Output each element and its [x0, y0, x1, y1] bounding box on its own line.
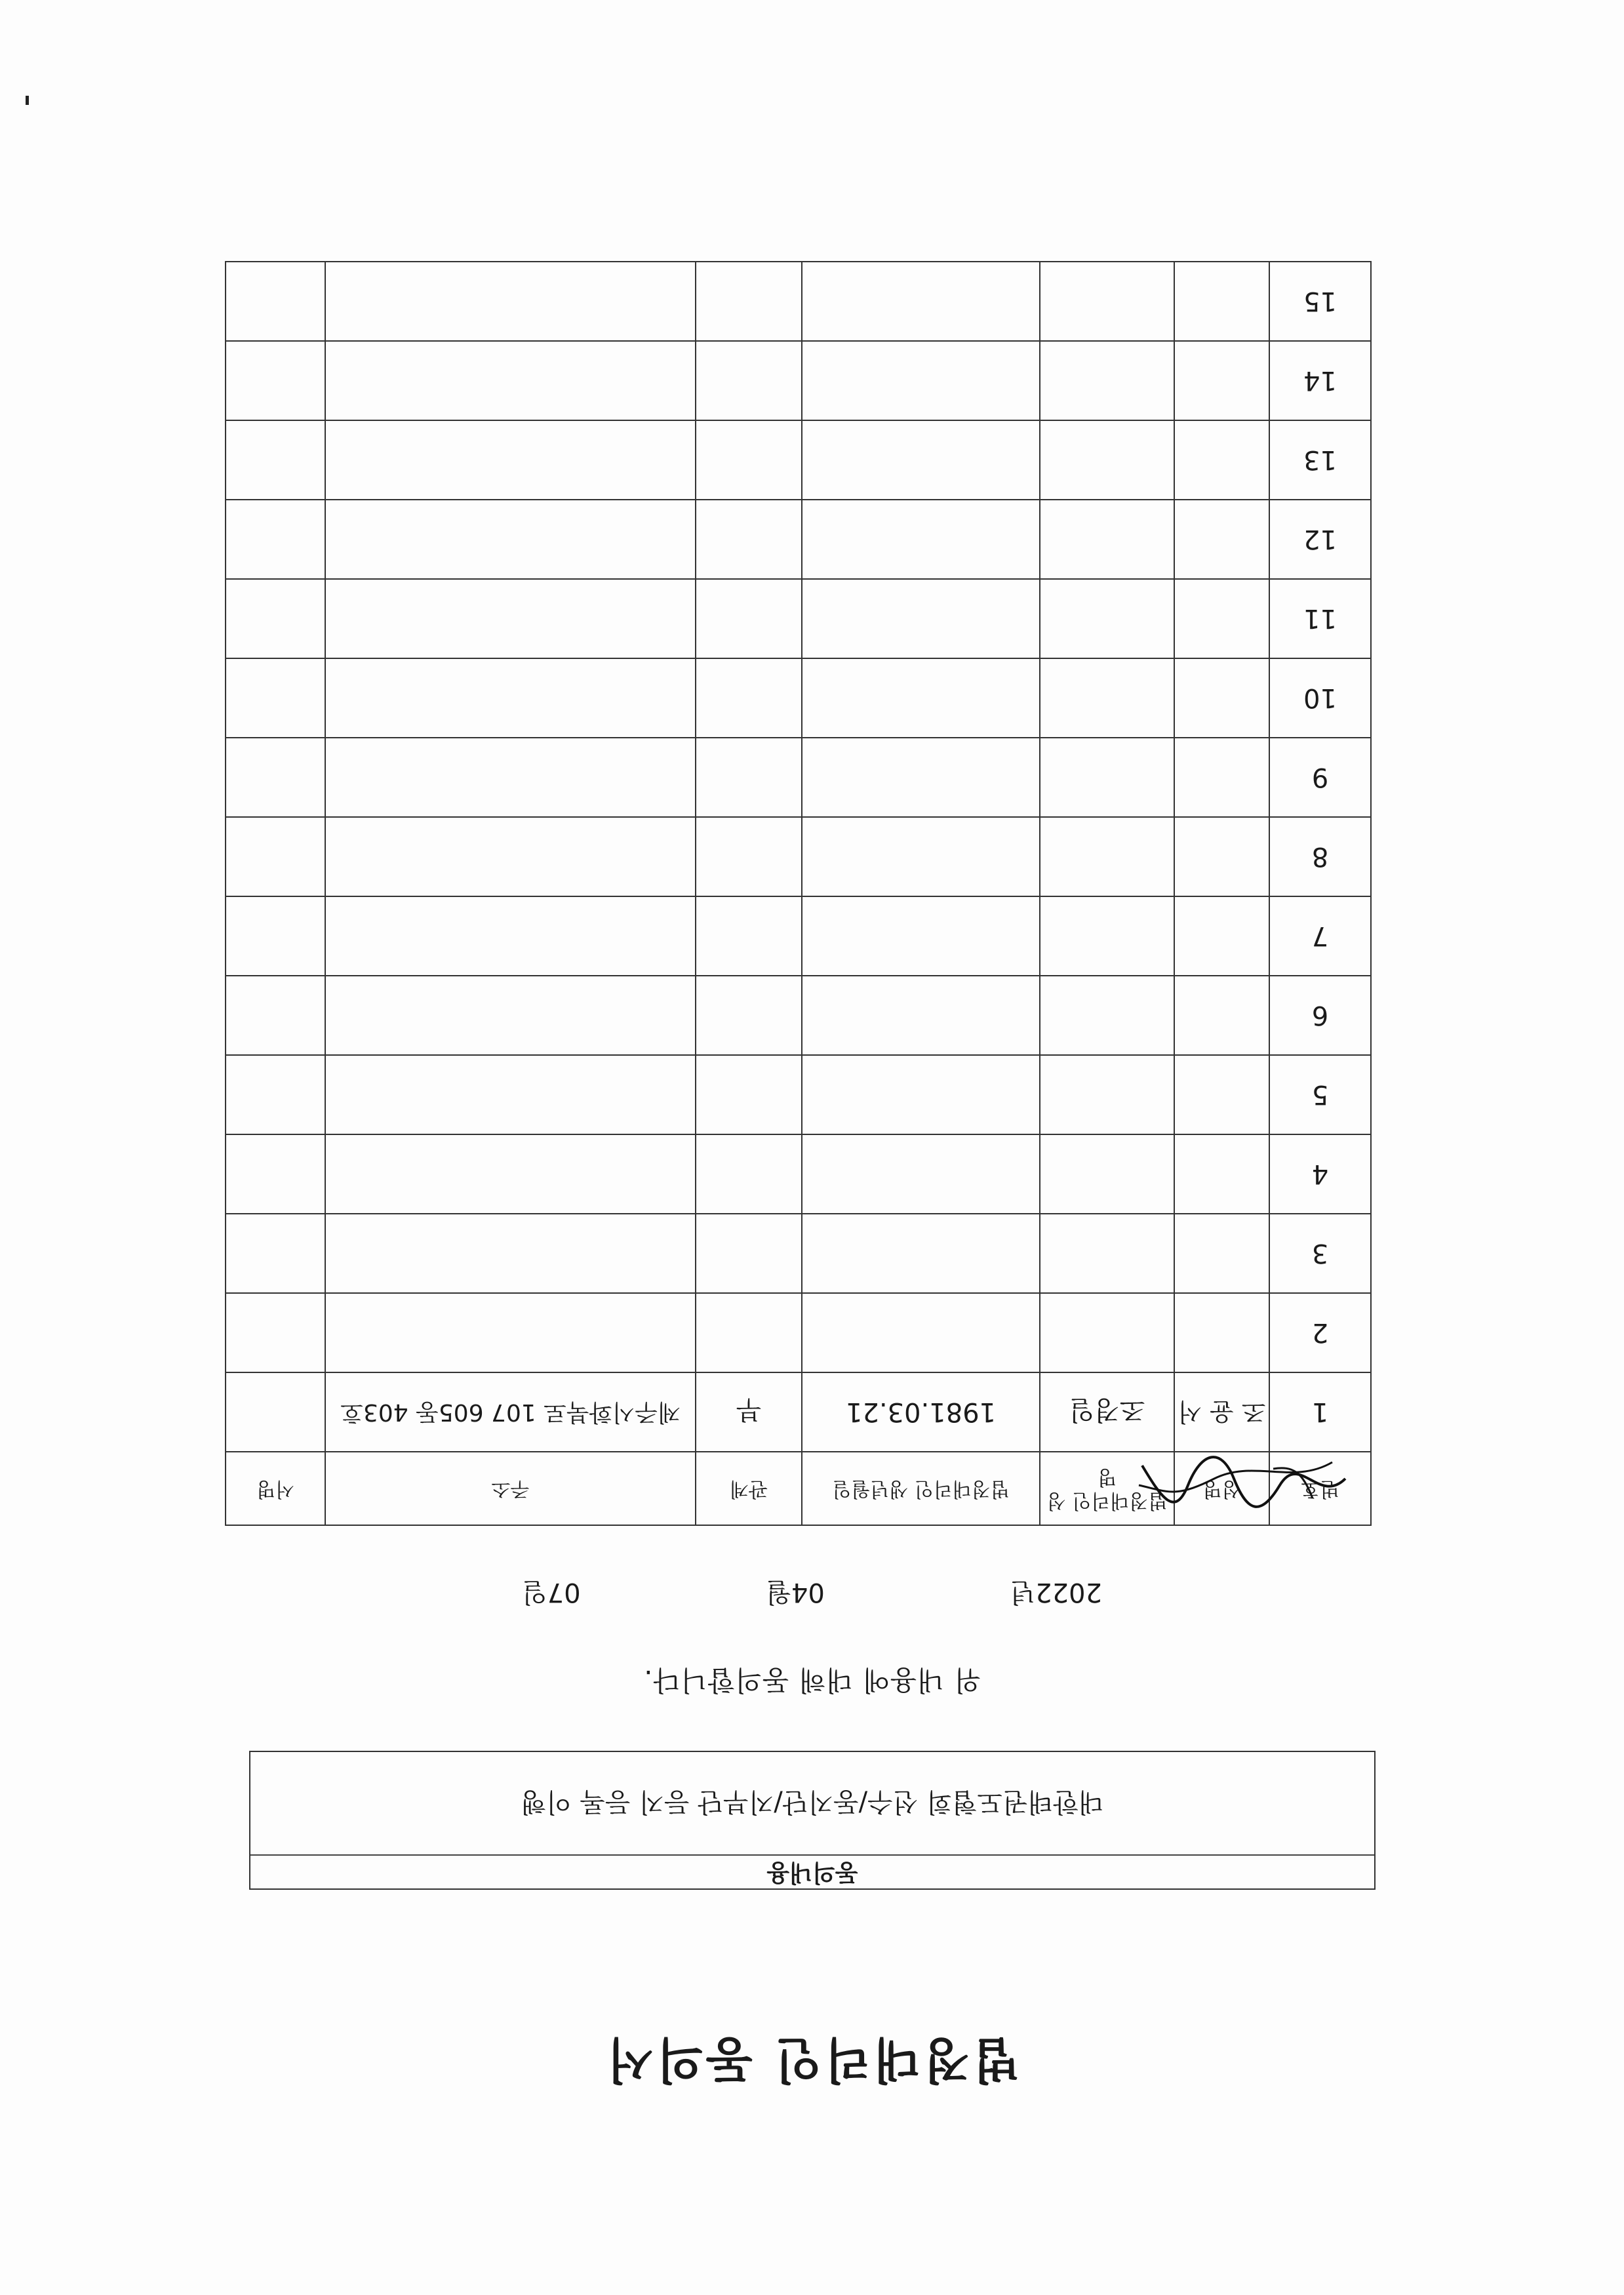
cell-signature: [226, 262, 325, 341]
cell-address: [325, 1293, 696, 1372]
cell-no: 9: [1269, 738, 1371, 817]
cell-rep-name: [1040, 976, 1174, 1055]
cell-rep-birth: [802, 1055, 1040, 1134]
cell-signature: [226, 1055, 325, 1134]
cell-address: [325, 420, 696, 500]
cell-rep-name: [1040, 1214, 1174, 1293]
date-month: 04월: [766, 1577, 825, 1607]
cell-name: [1174, 1214, 1269, 1293]
cell-rep-name: [1040, 1293, 1174, 1372]
header-relation: 관계: [696, 1452, 802, 1525]
cell-no: 5: [1269, 1055, 1371, 1134]
cell-rep-birth: [802, 738, 1040, 817]
cell-relation: [696, 738, 802, 817]
cell-signature: [226, 976, 325, 1055]
table-row: [226, 738, 1371, 817]
agreement-sentence: 위 내용에 대해 동의합니다.: [643, 1664, 981, 1696]
cell-no: 7: [1269, 896, 1371, 976]
cell-signature: [226, 1293, 325, 1372]
cell-rep-birth: [802, 420, 1040, 500]
cell-rep-name: [1040, 1134, 1174, 1214]
cell-rep-name: [1040, 579, 1174, 658]
cell-relation: [696, 420, 802, 500]
table-row: [226, 579, 1371, 658]
cell-signature: [226, 420, 325, 500]
cell-no: 14: [1269, 341, 1371, 420]
cell-no: 12: [1269, 500, 1371, 579]
cell-rep-birth: [802, 1214, 1040, 1293]
table-row: [226, 817, 1371, 896]
cell-signature: [226, 1134, 325, 1214]
cell-relation: [696, 341, 802, 420]
cell-signature: [226, 817, 325, 896]
consent-text: 대한태권도협회 선수/동지단/지부단 등지 등록 이행: [521, 1787, 1104, 1817]
cell-name: [1174, 1134, 1269, 1214]
cell-name: [1174, 738, 1269, 817]
header-name: 성명: [1174, 1452, 1269, 1525]
cell-rep-birth: [802, 817, 1040, 896]
cell-signature: [226, 1214, 325, 1293]
date-line: [0, 1576, 1624, 1613]
cell-no: 1: [1269, 1372, 1371, 1452]
table-row: [226, 976, 1371, 1055]
cell-relation: [696, 579, 802, 658]
cell-name: [1174, 1293, 1269, 1372]
cell-relation: 부: [696, 1372, 802, 1452]
cell-address: [325, 579, 696, 658]
date-day: 07일: [522, 1577, 581, 1607]
table-row: [226, 420, 1371, 500]
cell-signature: [226, 579, 325, 658]
cell-name: [1174, 896, 1269, 976]
cell-address: [325, 738, 696, 817]
cell-rep-birth: [802, 341, 1040, 420]
date-year: 2022년: [1010, 1577, 1102, 1607]
cell-address: [325, 976, 696, 1055]
cell-relation: [696, 1055, 802, 1134]
cell-rep-name: [1040, 500, 1174, 579]
cell-no: 2: [1269, 1293, 1371, 1372]
scan-speck: [26, 96, 29, 105]
table-row: [226, 1293, 1371, 1372]
cell-rep-birth: [802, 1134, 1040, 1214]
consent-content-box: [249, 1751, 1376, 1890]
cell-rep-birth: [802, 500, 1040, 579]
cell-no: 4: [1269, 1134, 1371, 1214]
cell-signature: [226, 658, 325, 738]
cell-relation: [696, 896, 802, 976]
cell-name: 조 윤 서: [1174, 1372, 1269, 1452]
cell-rep-birth: [802, 579, 1040, 658]
cell-no: 8: [1269, 817, 1371, 896]
cell-signature: [226, 500, 325, 579]
consent-header: 동의내용: [250, 1854, 1374, 1888]
table-row: [226, 1214, 1371, 1293]
table-row: [226, 262, 1371, 341]
cell-relation: [696, 1293, 802, 1372]
cell-rep-name: [1040, 896, 1174, 976]
cell-rep-birth: [802, 896, 1040, 976]
cell-rep-name: [1040, 738, 1174, 817]
handwritten-signature: [1136, 1433, 1358, 1525]
cell-rep-birth: [802, 976, 1040, 1055]
cell-address: [325, 1055, 696, 1134]
header-signature: 서명: [226, 1452, 325, 1525]
header-no: 번호: [1269, 1452, 1371, 1525]
cell-no: 13: [1269, 420, 1371, 500]
cell-address: [325, 341, 696, 420]
cell-rep-birth: [802, 262, 1040, 341]
cell-address: [325, 896, 696, 976]
cell-rep-name: [1040, 1055, 1174, 1134]
cell-relation: [696, 262, 802, 341]
cell-name: [1174, 420, 1269, 500]
cell-address: [325, 817, 696, 896]
cell-name: [1174, 976, 1269, 1055]
cell-relation: [696, 1214, 802, 1293]
page-title: 법정대리인 동의서: [604, 2031, 1020, 2088]
cell-signature: [226, 341, 325, 420]
cell-name: [1174, 341, 1269, 420]
cell-relation: [696, 817, 802, 896]
cell-address: [325, 500, 696, 579]
cell-signature: [226, 1372, 325, 1452]
table-row: [226, 1134, 1371, 1214]
cell-no: 6: [1269, 976, 1371, 1055]
cell-signature: [226, 896, 325, 976]
cell-no: 11: [1269, 579, 1371, 658]
header-address: 주소: [325, 1452, 696, 1525]
cell-rep-name: [1040, 420, 1174, 500]
table-row: [226, 658, 1371, 738]
table-row: [226, 500, 1371, 579]
cell-relation: [696, 658, 802, 738]
cell-rep-name: [1040, 262, 1174, 341]
cell-address: [325, 658, 696, 738]
cell-rep-name: [1040, 658, 1174, 738]
cell-no: 3: [1269, 1214, 1371, 1293]
cell-name: [1174, 500, 1269, 579]
cell-rep-name: 조경일: [1040, 1372, 1174, 1452]
cell-name: [1174, 262, 1269, 341]
cell-rep-birth: [802, 1293, 1040, 1372]
cell-signature: [226, 738, 325, 817]
cell-name: [1174, 658, 1269, 738]
cell-no: 15: [1269, 262, 1371, 341]
cell-no: 10: [1269, 658, 1371, 738]
header-rep-name: 법정대리인 성명: [1040, 1452, 1174, 1525]
table-row: [226, 1055, 1371, 1134]
header-rep-birth: 법정대리인 생년월일: [802, 1452, 1040, 1525]
cell-address: [325, 1134, 696, 1214]
table-row: [226, 896, 1371, 976]
cell-relation: [696, 500, 802, 579]
cell-rep-birth: [802, 658, 1040, 738]
cell-address: [325, 1214, 696, 1293]
cell-address: 제주시화북로 107 605동 403호: [325, 1372, 696, 1452]
cell-name: [1174, 579, 1269, 658]
cell-rep-name: [1040, 341, 1174, 420]
cell-relation: [696, 976, 802, 1055]
cell-rep-name: [1040, 817, 1174, 896]
cell-relation: [696, 1134, 802, 1214]
cell-address: [325, 262, 696, 341]
cell-rep-birth: 1981.03.21: [802, 1372, 1040, 1452]
cell-name: [1174, 1055, 1269, 1134]
guardian-consent-table: [225, 261, 1372, 1526]
table-row: [226, 341, 1371, 420]
cell-name: [1174, 817, 1269, 896]
